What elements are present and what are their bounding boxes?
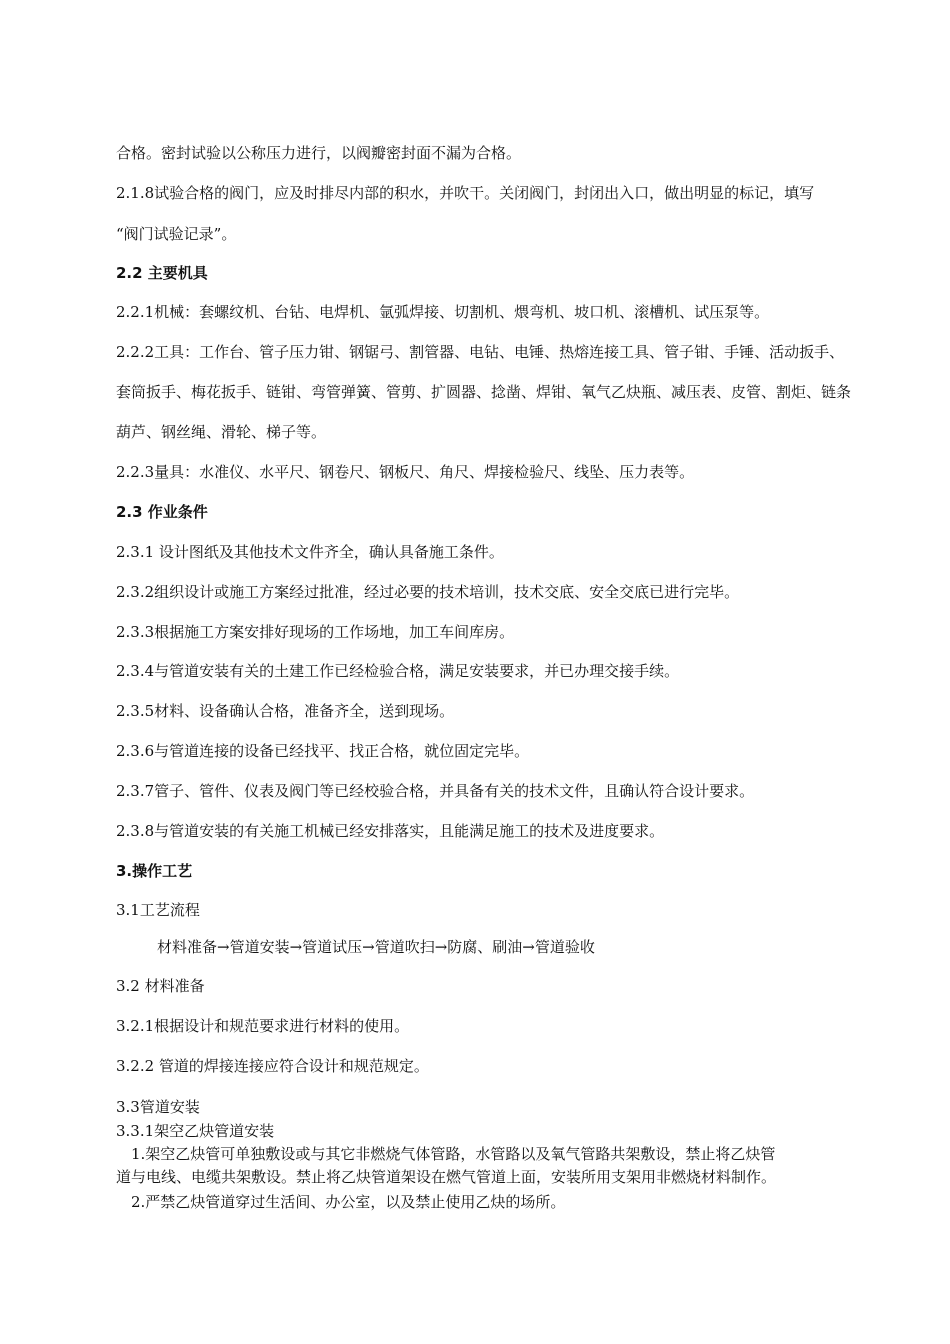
paragraph-line: 3.2.2 管道的焊接连接应符合设计和规范规定。: [116, 1057, 429, 1075]
section-heading: 2.2 主要机具: [116, 264, 208, 282]
paragraph-line: 葫芦、钢丝绳、滑轮、梯子等。: [116, 423, 327, 441]
paragraph-line: 2.2.1机械：套螺纹机、台钻、电焊机、氩弧焊接、切割机、煨弯机、坡口机、滚槽机、试压泵等。: [116, 303, 770, 321]
paragraph-line: 2.2.3量具：水准仪、水平尺、钢卷尺、钢板尺、角尺、焊接检验尺、线坠、压力表等。: [116, 463, 695, 481]
paragraph-line: 2.1.8试验合格的阀门，应及时排尽内部的积水，并吹干。关闭阀门，封闭出入口，做出明显的标记，填写: [116, 184, 815, 202]
paragraph-line: 道与电线、电缆共架敷设。禁止将乙炔管道架设在燃气管道上面，安装所用支架用非燃烧材料制作。: [116, 1168, 777, 1186]
paragraph-line: 1.架空乙炔管可单独敷设或与其它非燃烧气体管路，水管路以及氧气管路共架敷设，禁止将乙炔管: [131, 1145, 776, 1163]
paragraph-line: 2.3.8与管道安装的有关施工机械已经安排落实，且能满足施工的技术及进度要求。: [116, 822, 665, 840]
section-heading: 3.操作工艺: [116, 862, 193, 880]
paragraph-line: 2.严禁乙炔管道穿过生活间、办公室，以及禁止使用乙炔的场所。: [131, 1193, 566, 1211]
paragraph-line: 2.3.2组织设计或施工方案经过批准，经过必要的技术培训，技术交底、安全交底已进行完毕。: [116, 583, 740, 601]
section-heading: 2.3 作业条件: [116, 503, 208, 521]
paragraph-line: 3.2.1根据设计和规范要求进行材料的使用。: [116, 1017, 410, 1035]
paragraph-line: 2.3.4与管道安装有关的土建工作已经检验合格，满足安装要求，并已办理交接手续。: [116, 662, 680, 680]
paragraph-line: 2.3.6与管道连接的设备已经找平、找正合格，就位固定完毕。: [116, 742, 530, 760]
paragraph-line: 3.1工艺流程: [116, 901, 200, 919]
paragraph-line: 3.2 材料准备: [116, 977, 205, 995]
paragraph-line: 套筒扳手、梅花扳手、链钳、弯管弹簧、管剪、扩圆器、捻凿、焊钳、氧气乙炔瓶、减压表、皮管、割炬、链条: [116, 383, 852, 401]
process-flow-line: 材料准备→管道安装→管道试压→管道吹扫→防腐、刷油→管道验收: [157, 938, 595, 956]
paragraph-line: 2.3.3根据施工方案安排好现场的工作场地，加工车间库房。: [116, 623, 515, 641]
paragraph-line: 3.3管道安装: [116, 1098, 200, 1116]
paragraph-line: 2.3.1 设计图纸及其他技术文件齐全，确认具备施工条件。: [116, 543, 504, 561]
paragraph-line: 2.3.7管子、管件、仪表及阀门等已经校验合格，并具备有关的技术文件，且确认符合设计要求。: [116, 782, 755, 800]
paragraph-line: 合格。密封试验以公称压力进行，以阀瓣密封面不漏为合格。: [116, 144, 522, 162]
paragraph-line: “阀门试验记录”。: [116, 225, 237, 243]
paragraph-line: 3.3.1架空乙炔管道安装: [116, 1122, 275, 1140]
paragraph-line: 2.2.2工具：工作台、管子压力钳、钢锯弓、割管器、电钻、电锤、热熔连接工具、管子钳、手锤、活动扳手、: [116, 343, 845, 361]
paragraph-line: 2.3.5材料、设备确认合格，准备齐全，送到现场。: [116, 702, 455, 720]
